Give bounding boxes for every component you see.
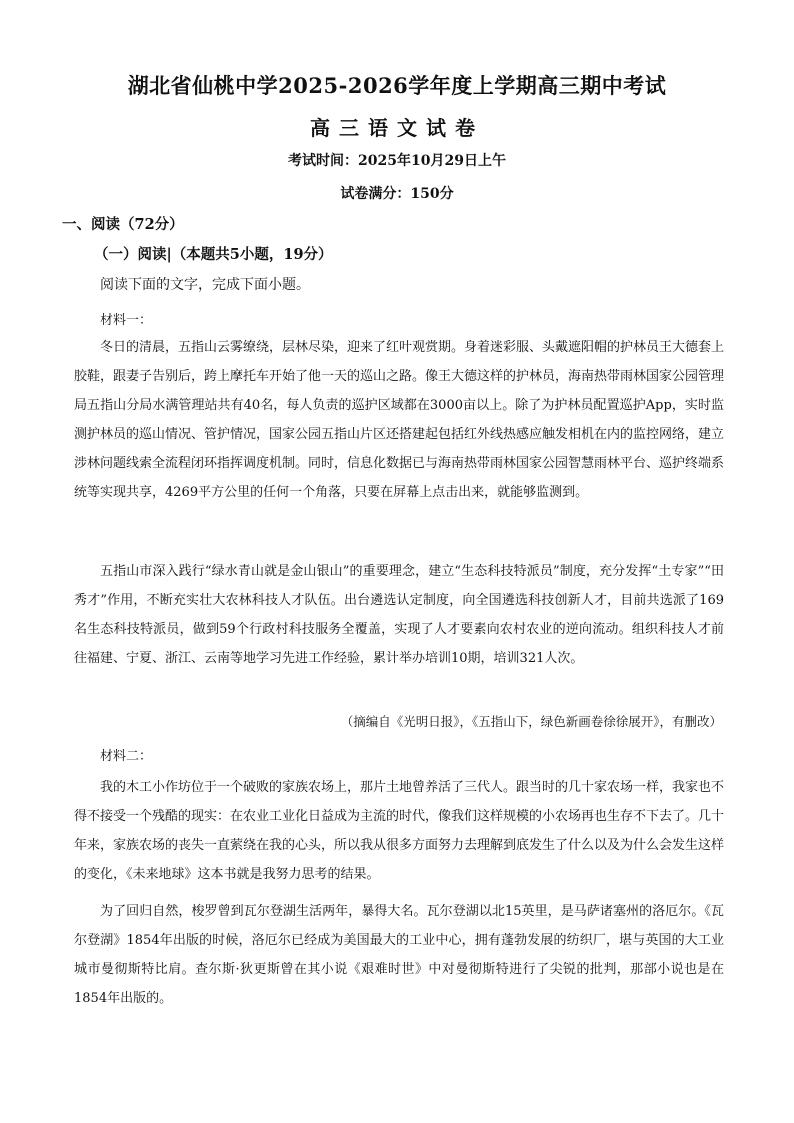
material-one-paragraph: 冬日的清晨，五指山云雾缭绕，层林尽染，迎来了红叶观赏期。身着迷彩服、头戴遮阳帽的护林员王大德套上胶鞋，跟妻子告别后，跨上摩托车开始了他一天的巡山之路。像王大德这样的护林员，海南热带雨林国家公园管理局五指山分局水满管理站共有40名，每人负责的巡护区域都在3000亩以上。除了为护林员配置巡护App，实时监测护林员的巡山情况、管护情况，国家公园五指山片区还搭建起包括红外线热感应触发相机在内的监控网络，建立涉林问题线索全流程闭环指挥调度机制。同时，信息化数据已与海南热带雨林国家公园智慧雨林平台、巡护终端系统等实现共享，4269平方公里的任何一个角落，只要在屏幕上点击出来，就能够监测到。	[74, 340, 725, 500]
material-one-source: （摘编自《光明日报》，《五指山下，绿色新画卷徐徐展开》，有删改）	[340, 714, 722, 729]
reading-instruction: 阅读下面的文字，完成下面小题。	[100, 277, 310, 293]
exam-title: 湖北省仙桃中学2025-2026学年度上学期高三期中考试	[127, 73, 667, 98]
material-two-paragraph: 我的木工小作坊位于一个破败的家族农场上，那片土地曾养活了三代人。跟当时的几十家农场一样，我家也不得不接受一个残酷的现实：在农业工业化日益成为主流的时代，像我们这样规模的小农场再也生存不下去了。几十年来，家族农场的丧失一直萦绕在我的心头，所以我从很多方面努力去理解到底发生了什么以及为什么会发生这样的变化，《未来地球》这本书就是我努力思考的结果。	[74, 780, 725, 882]
section-heading: 一、阅读（72分）	[62, 216, 184, 233]
material-two-label: 材料二：	[100, 749, 153, 764]
subsection-heading: （一）阅读|（本题共5小题，19分）	[94, 246, 333, 263]
material-one-label: 材料一：	[100, 313, 153, 328]
full-score: 试卷满分：150分	[340, 186, 454, 202]
material-two-paragraph: 为了回归自然，梭罗曾到瓦尔登湖生活两年，暴得大名。瓦尔登湖以北15英里，是马萨诸塞州的洛厄尔。《瓦尔登湖》1854年出版的时候，洛厄尔已经成为美国最大的工业中心，拥有蓬勃发展的纺织厂，堪与英国的大工业城市曼彻斯特比肩。查尔斯·狄更斯曾在其小说《艰难时世》中对曼彻斯特进行了尖锐的批判，那部小说也是在1854年出版的。	[74, 904, 724, 1006]
material-one-paragraph: 五指山市深入践行“绿水青山就是金山银山”的重要理念，建立“生态科技特派员”制度，充分发挥“土专家”“田秀才”作用，不断充实壮大农林科技人才队伍。出台遴选认定制度，向全国遴选科技创新人才，目前共选派了169名生态科技特派员，做到59个行政村科技服务全覆盖，实现了人才要素向农村农业的逆向流动。组织科技人才前往福建、宁夏、浙江、云南等地学习先进工作经验，累计举办培训10期，培训321人次。	[74, 564, 724, 666]
paper-subtitle: 高三语文试卷	[310, 116, 484, 140]
exam-time: 考试时间：2025年10月29日上午	[288, 153, 506, 169]
